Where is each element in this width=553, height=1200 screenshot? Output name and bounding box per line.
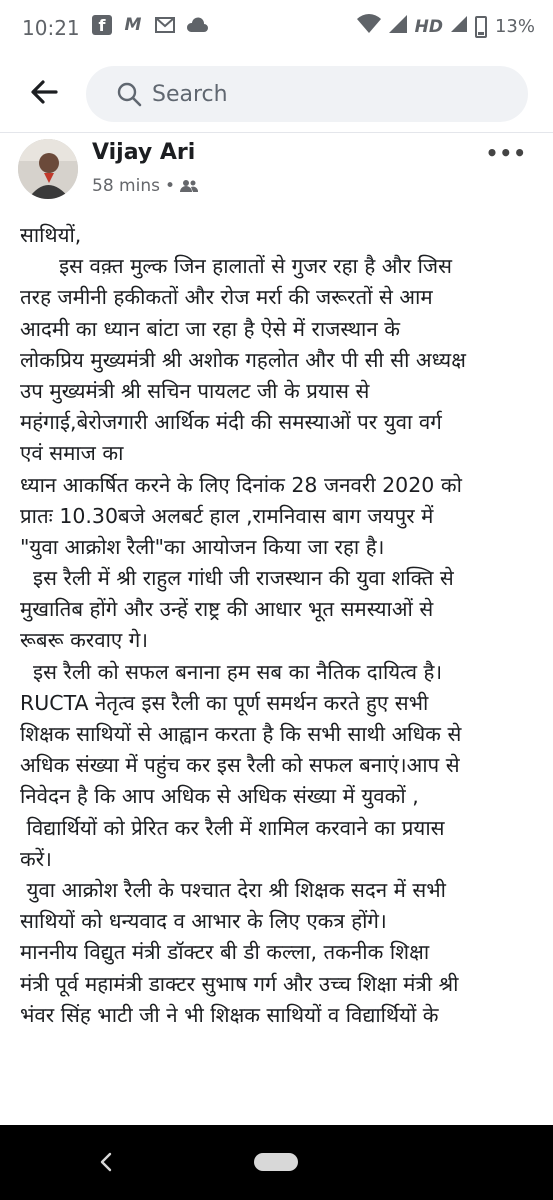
search-placeholder: Search <box>152 81 228 107</box>
post-line: माननीय विद्युत मंत्री डॉक्टर बी डी कल्ला, तकनीक शिक्षा <box>20 940 430 965</box>
post-line: अधिक संख्या में पहुंच कर इस रैली को सफल बनाएं।आप से <box>20 753 460 778</box>
system-nav-bar <box>0 1125 553 1200</box>
search-icon <box>116 81 142 107</box>
post-line: इस वक़्त मुल्क जिन हालातों से गुजर रहा है और जिस <box>20 254 452 279</box>
status-bar <box>0 0 553 56</box>
cloud-icon <box>186 14 208 36</box>
post-line: युवा आक्रोश रैली के पश्चात देरा श्री शिक्षक सदन में सभी <box>20 877 446 902</box>
post-meta <box>92 176 198 196</box>
post-text <box>20 220 535 1031</box>
battery-percent: 13% <box>494 16 535 37</box>
search-input[interactable] <box>86 66 528 122</box>
post-line: उप मुख्यमंत्री श्री सचिन पायलट जी के प्रयास से <box>20 378 370 403</box>
signal-icon-2 <box>451 16 467 37</box>
post-line: ध्यान आकर्षित करने के लिए दिनांक 28 जनवरी 2020 को <box>20 472 462 497</box>
m-app-icon: M <box>124 15 142 35</box>
nav-home-pill[interactable] <box>254 1153 298 1171</box>
status-time: 10:21 <box>22 16 80 40</box>
gmail-icon <box>154 14 176 36</box>
hd-label: HD <box>414 16 443 37</box>
post-line: मुखातिब होंगे और उन्हें राष्ट्र की आधार भूत समस्याओं से <box>20 597 434 622</box>
post-line: रूबरू करवाए गे। <box>20 628 149 653</box>
post-line: करें। <box>20 846 52 871</box>
post-line: एवं समाज का <box>20 441 124 466</box>
post-line: इस रैली में श्री राहुल गांधी जी राजस्थान की युवा शक्ति से <box>20 566 454 591</box>
friends-audience-icon[interactable] <box>180 179 198 193</box>
post-author[interactable]: Vijay Ari <box>92 140 196 165</box>
signal-icon <box>389 15 407 38</box>
status-indicators <box>357 14 535 39</box>
post-line: "युवा आक्रोश रैली"का आयोजन किया जा रहा है। <box>20 534 385 559</box>
back-arrow-icon[interactable] <box>28 76 60 108</box>
post-line: इस रैली को सफल बनाना हम सब का नैतिक दायित्व है। <box>20 659 443 684</box>
post-line: शिक्षक साथियों से आह्वान करता है कि सभी साथी अधिक से <box>20 722 462 746</box>
post-line: भंवर सिंह भाटी जी ने भी शिक्षक साथियों व विद्यार्थियों के <box>20 1002 439 1027</box>
avatar[interactable] <box>18 139 78 199</box>
post-line: साथियों को धन्यवाद व आभार के लिए एकत्र होंगे। <box>20 909 387 934</box>
more-options-icon[interactable]: ••• <box>485 141 527 165</box>
post-line: तरह जमीनी हकीकतों और रोज मर्रा की जरूरतों से आम <box>20 285 433 310</box>
battery-icon <box>475 16 487 38</box>
post-line: RUCTA नेतृत्व इस रैली का पूर्ण समर्थन करते हुए सभी <box>20 690 429 715</box>
wifi-icon <box>357 14 381 39</box>
post-line: महंगाई,बेरोजगारी आर्थिक मंदी की समस्याओं पर युवा वर्ग <box>20 410 442 435</box>
post-line: विद्यार्थियों को प्रेरित कर रैली में शामिल करवाने का प्रयास <box>20 815 445 840</box>
avatar-image <box>18 139 78 199</box>
nav-back-icon[interactable] <box>98 1151 114 1173</box>
notification-icons <box>92 14 208 36</box>
facebook-icon: f <box>92 15 112 35</box>
post-time[interactable]: 58 mins <box>92 176 160 196</box>
post-line: प्रातः 10.30बजे अलबर्ट हाल ,रामनिवास बाग जयपुर में <box>20 503 434 528</box>
post-line: साथियों, <box>20 223 82 247</box>
meta-separator: • <box>164 176 175 196</box>
post-line: आदमी का ध्यान बांटा जा रहा है ऐसे में राजस्थान के <box>20 316 401 341</box>
post-line: लोकप्रिय मुख्यमंत्री श्री अशोक गहलोत और पी सी सी अध्यक्ष <box>20 347 466 372</box>
top-bar <box>0 56 553 132</box>
post-line: निवेदन है कि आप अधिक से अधिक संख्या में युवकों , <box>20 784 419 809</box>
post-line: मंत्री पूर्व महामंत्री डाक्टर सुभाष गर्ग और उच्च शिक्षा मंत्री श्री <box>20 971 459 996</box>
header-divider <box>0 132 553 133</box>
